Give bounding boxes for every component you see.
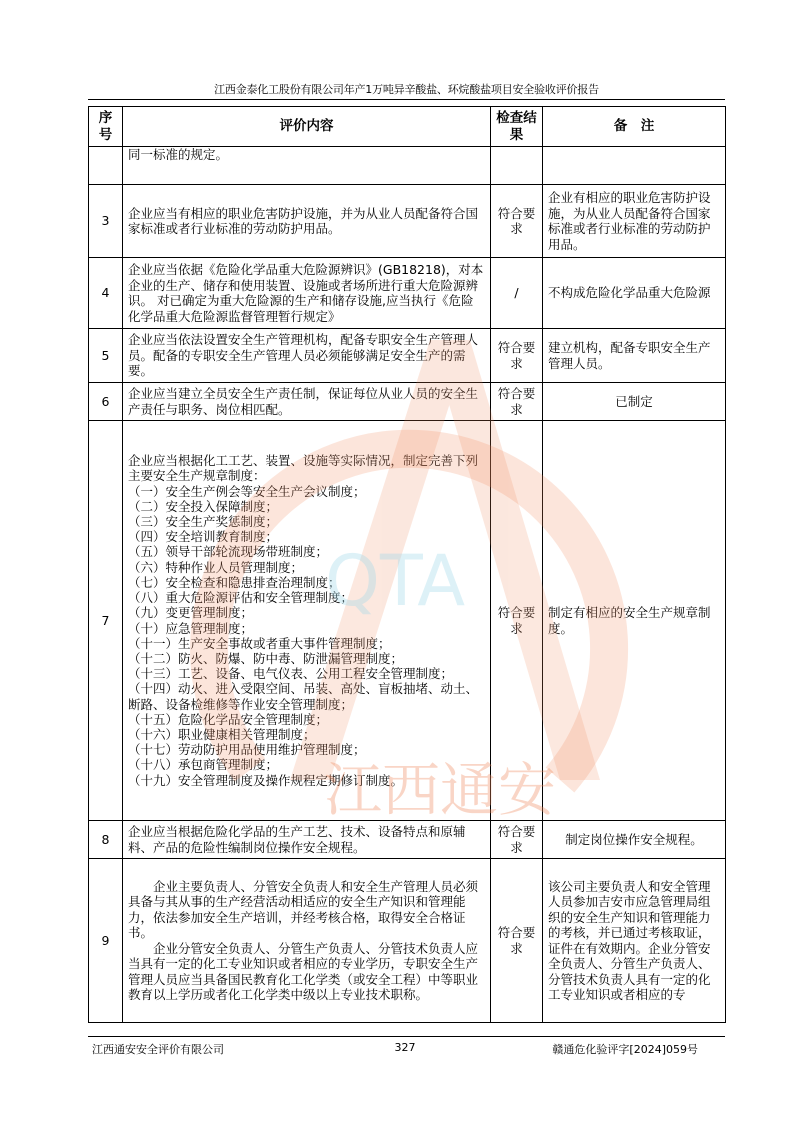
row-note: 建立机构，配备专职安全生产管理人员。 (543, 329, 726, 383)
row-note: 已制定 (543, 383, 726, 421)
table-row (89, 147, 726, 185)
row-no (89, 147, 123, 185)
row-no: 8 (89, 821, 123, 859)
table-row (89, 258, 726, 329)
row-no: 3 (89, 185, 123, 258)
evaluation-table (88, 106, 726, 1023)
table-row (89, 821, 726, 859)
row-no: 7 (89, 421, 123, 821)
watermark-letters: QTA (324, 540, 466, 622)
row-note: 制定岗位操作安全规程。 (543, 821, 726, 859)
row-result: 符合要求 (491, 821, 543, 859)
table-row (89, 421, 726, 821)
table-row (89, 383, 726, 421)
row-content: 企业应当根据危险化学品的生产工艺、技术、设备特点和原辅料、产品的危险性编制岗位操作安全规程。 (123, 821, 491, 859)
header-content: 评价内容 (123, 107, 491, 147)
table-row (89, 859, 726, 1023)
row-no: 6 (89, 383, 123, 421)
row-result: 符合要求 (491, 859, 543, 1023)
row-no: 9 (89, 859, 123, 1023)
row-result: 符合要求 (491, 421, 543, 821)
table-row (89, 185, 726, 258)
row-result: / (491, 258, 543, 329)
row-content: 企业应当根据化工工艺、装置、设施等实际情况，制定完善下列主要安全生产规章制度： （一）安全生产例会等安全生产会议制度； （二）安全投入保障制度； （三）安全生产奖惩制度； （四）安全培训教育制度； （五）领导干部轮流现场带班制度； （六）特种作业人员管理制度； （七）安全检查和隐患排查治理制度； （八）重大危险源评估和安全管理制度； （九）变更管理制度； （十）应急管理制度； （十一）生产安全事故或者重大事件管理制度； （十二）防火、防爆、防中毒、防泄漏管理制度； （十三）工艺、设备、电气仪表、公用工程安全管理制度； （十四）动火、进入受限空间、吊装、高处、盲板抽堵、动土、断路、设备检维修等作业安全管理制度； （十五）危险化学品安全管理制度； （十六）职业健康相关管理制度； （十七）劳动防护用品使用维护管理制度； （十八）承包商管理制度； （十九）安全管理制度及操作规程定期修订制度。 (123, 421, 491, 821)
document-number: 赣通危化验评字[2024]059号 (552, 1043, 698, 1056)
row-result: 符合要求 (491, 329, 543, 383)
page-number: 327 (394, 1041, 416, 1054)
row-result (491, 147, 543, 185)
row-result: 符合要求 (491, 185, 543, 258)
row-result: 符合要求 (491, 383, 543, 421)
row-no: 4 (89, 258, 123, 329)
row-content: 企业应当依据《危险化学品重大危险源辨识》(GB18218)，对本企业的生产、储存和使用装置、设施或者场所进行重大危险源辨识。 对已确定为重大危险源的生产和储存设施,应当执行《危险化学品重大危险源监督管理暂行规定》 (123, 258, 491, 329)
page-header: 江西金泰化工股份有限公司年产1万吨异辛酸盐、环烷酸盐项目安全验收评价报告 (214, 83, 599, 96)
footer-company: 江西通安安全评价有限公司 (92, 1043, 224, 1056)
row-note: 不构成危险化学品重大危险源 (543, 258, 726, 329)
row-note: 该公司主要负责人和安全管理人员参加吉安市应急管理局组织的安全生产知识和管理能力的考核，并已通过考核取证，证件在有效期内。企业分管安全负责人、分管生产负责人、分管技术负责人具有一定的化工专业知识或者相应的专 (543, 859, 726, 1023)
row-content: 企业应当建立全员安全生产责任制，保证每位从业人员的安全生产责任与职务、岗位相匹配。 (123, 383, 491, 421)
row-content: 企业应当有相应的职业危害防护设施，并为从业人员配备符合国家标准或者行业标准的劳动防护用品。 (123, 185, 491, 258)
header-note: 备 注 (543, 107, 726, 147)
footer-rule (88, 1036, 725, 1037)
header-rule (88, 99, 725, 100)
table-header-row (89, 107, 726, 147)
row-content: 企业应当依法设置安全生产管理机构，配备专职安全生产管理人员。配备的专职安全生产管理人员必须能够满足安全生产的需要。 (123, 329, 491, 383)
watermark-text: 江西通安 (323, 756, 557, 824)
row-note (543, 147, 726, 185)
header-no: 序号 (89, 107, 123, 147)
row-note: 企业有相应的职业危害防护设施，为从业人员配备符合国家标准或者行业标准的劳动防护用品。 (543, 185, 726, 258)
row-content: 企业主要负责人、分管安全负责人和安全生产管理人员必须具备与其从事的生产经营活动相适应的安全生产知识和管理能力，依法参加安全生产培训，并经考核合格，取得安全合格证书。 企业分管安全负责人、分管生产负责人、分管技术负责人应当具有一定的化工专业知识或者相应的专业学历，专职安全生产管理人员应当具备国民教育化工化学类（或安全工程）中等职业教育以上学历或者化工化学类中级以上专业技术职称。 (123, 859, 491, 1023)
row-no: 5 (89, 329, 123, 383)
header-result: 检查结果 (491, 107, 543, 147)
table-row (89, 329, 726, 383)
row-content: 同一标准的规定。 (123, 147, 491, 185)
row-note: 制定有相应的安全生产规章制度。 (543, 421, 726, 821)
